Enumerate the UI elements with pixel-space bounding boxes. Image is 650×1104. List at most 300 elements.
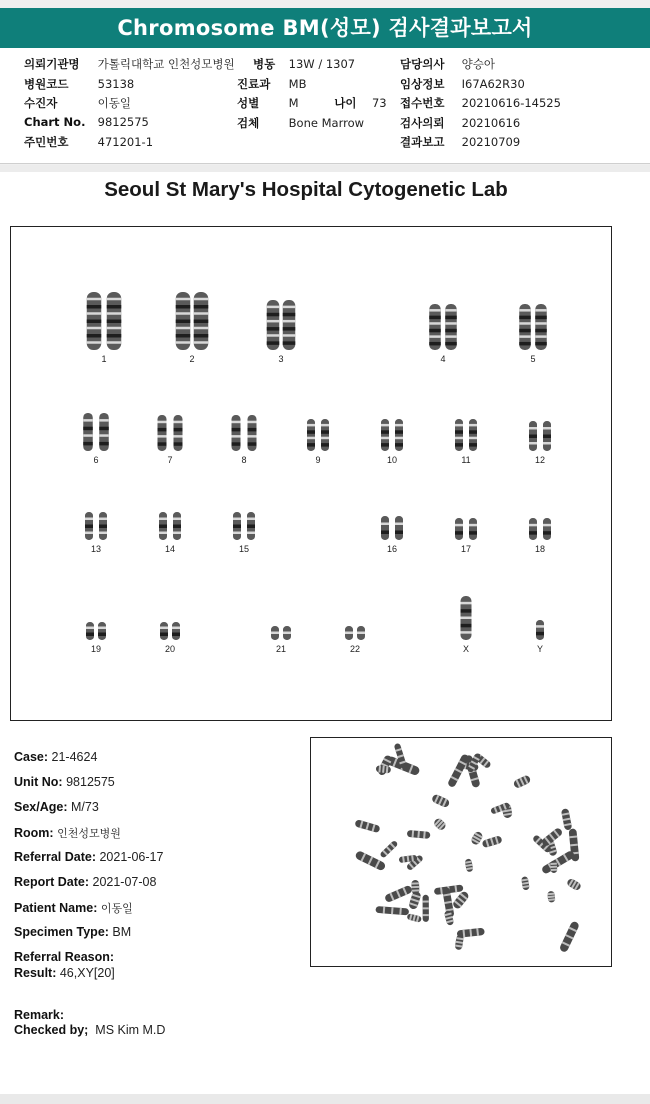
result-row [14, 966, 115, 980]
chromosome-band [307, 437, 315, 440]
chromosome-band [543, 435, 551, 439]
chromosome-band [83, 434, 93, 437]
chromosome [455, 518, 463, 540]
chromosome-band [267, 341, 280, 345]
chromosome-band [85, 525, 93, 529]
chromosome-band [381, 430, 389, 434]
chromosome-band [176, 334, 191, 338]
metaphase-chromosome [407, 913, 422, 923]
chromosome-band [86, 627, 94, 630]
sex-value: M [288, 96, 299, 110]
chromosome-band [233, 532, 241, 535]
chromosome-pair-19 [86, 622, 106, 654]
chromosome-band [445, 335, 457, 338]
chromosome-band [173, 525, 181, 529]
chromosome-band [232, 421, 241, 424]
chromosome-band [174, 435, 183, 438]
checked-by-value: MS Kim M.D [95, 1023, 166, 1037]
metaphase-chromosome [561, 808, 572, 830]
chromosome-band [158, 435, 167, 438]
cytogenetic-report [0, 172, 650, 1094]
specimen-type-label: Specimen Type: [14, 925, 109, 939]
result-label: Result: [14, 966, 57, 980]
chromosome-pair-9 [307, 419, 329, 465]
specimen-type-value: BM [112, 925, 132, 939]
chromosome-band [283, 327, 296, 331]
chromosome-band [529, 524, 537, 527]
chromosome-band [158, 442, 167, 446]
chromosome-band [429, 329, 441, 333]
chromosome-band [194, 327, 209, 330]
karyogram [11, 227, 611, 719]
chromosome-band [176, 298, 191, 301]
chromosome-pair-4 [429, 304, 457, 364]
chromosome-band [283, 306, 296, 309]
chromosome-pair-21 [271, 626, 291, 654]
chromosome-label: 20 [164, 644, 176, 654]
chromosome-band [357, 632, 365, 635]
chromosome-band [194, 305, 209, 309]
chromosome-band [87, 298, 102, 301]
resident-no-label: 주민번호 [24, 135, 69, 149]
chromosome-label: 22 [349, 644, 361, 654]
chromosome-band [99, 427, 109, 431]
chromosome-band [233, 525, 241, 529]
chromosome-band [172, 627, 180, 630]
chromosome-band [321, 430, 329, 434]
sex-age-row [14, 800, 99, 814]
chromosome [172, 622, 180, 640]
chromosome-band [87, 334, 102, 338]
sex-label: 성별 [237, 96, 260, 110]
chromosome-label: 12 [534, 455, 546, 465]
chromosome [469, 518, 477, 540]
chromosome-band [267, 327, 280, 331]
chromosome-band [529, 427, 537, 430]
chromosome-band [455, 524, 463, 527]
chromosome-band [461, 602, 472, 605]
patient-label: 수진자 [24, 96, 58, 110]
resident-no-value: 471201-1 [97, 135, 154, 149]
ward-label: 병동 [253, 57, 276, 71]
chromosome-label: 9 [315, 455, 321, 465]
metaphase-chromosome [465, 858, 474, 872]
chromosome-pair-3 [267, 300, 296, 364]
chromosome [543, 518, 551, 540]
room-label: Room: [14, 826, 54, 840]
chromosome-band [529, 442, 537, 445]
patient-name-label: Patient Name: [14, 901, 98, 915]
chromosome-band [99, 518, 107, 521]
chromosome-band [461, 631, 472, 634]
chromosome-band [283, 632, 291, 635]
chromosome-band [194, 298, 209, 301]
chromosome-band [248, 428, 257, 432]
chromosome-pair-8 [232, 415, 257, 465]
chromosome-band [469, 524, 477, 527]
chromosome-band [429, 335, 441, 338]
report-date-row [400, 134, 520, 150]
chromosome-band [247, 525, 255, 529]
chromosome-band [395, 443, 403, 447]
report-date-detail-label: Report Date: [14, 875, 90, 889]
chromosome-band [535, 309, 547, 312]
chromosome-band [85, 518, 93, 521]
chromosome-band [174, 442, 183, 446]
sex-age-label: Sex/Age: [14, 800, 68, 814]
chromosome-band [455, 443, 463, 447]
chart-no-value: 9812575 [97, 115, 149, 129]
chromosome-band [173, 532, 181, 535]
chromosome-band [271, 632, 279, 635]
chromosome-label: 18 [534, 544, 546, 554]
chromosome-label: 3 [278, 354, 284, 364]
requesting-org-label: 의뢰기관명 [24, 57, 80, 71]
hospital-code-value: 53138 [97, 77, 135, 91]
doctor-label: 담당의사 [400, 57, 445, 71]
chromosome-band [395, 430, 403, 434]
hospital-code-row [24, 76, 134, 92]
unit-no-value: 9812575 [66, 775, 115, 789]
specimen-type-row [14, 925, 131, 939]
receipt-no-row [400, 95, 561, 111]
chromosome-label: X [462, 644, 470, 654]
chromosome-label: Y [536, 644, 544, 654]
chromosome-band [381, 523, 389, 526]
metaphase-chromosome [521, 876, 530, 890]
specimen-row [237, 115, 364, 131]
chromosome-band [321, 443, 329, 447]
chromosome-band [469, 531, 477, 535]
chromosome-band [267, 313, 280, 317]
chromosome-band [232, 435, 241, 438]
chromosome-band [321, 437, 329, 440]
metaphase-chromosome [457, 928, 485, 938]
chromosome-band [429, 342, 441, 346]
chromosome-band [461, 617, 472, 620]
chromosome-band [469, 430, 477, 434]
sex-row [237, 95, 387, 111]
chromosome-band [395, 531, 403, 535]
chromosome-pair-5 [519, 304, 547, 364]
chromosome-band [445, 316, 457, 320]
clinical-info-row [400, 76, 525, 92]
chromosome-band [381, 531, 389, 535]
requesting-org-value: 가톨릭대학교 인천성모병원 [97, 57, 235, 71]
chromosome-band [107, 334, 122, 338]
chromosome-label: 17 [460, 544, 472, 554]
chromosome-pair-14 [159, 512, 181, 554]
chromosome-band [248, 421, 257, 424]
request-date-label: 검사의뢰 [400, 116, 445, 130]
report-date-label: 결과보고 [400, 135, 445, 149]
chromosome-pair-12 [529, 421, 551, 465]
chromosome-band [543, 442, 551, 445]
patient-name-value: 이동일 [100, 902, 133, 915]
request-date-row [400, 115, 520, 131]
chromosome-label: 1 [101, 354, 107, 364]
chromosome-pair-6 [83, 413, 109, 465]
chromosome-band [233, 518, 241, 521]
chromosome-band [519, 329, 531, 333]
report-date-value: 20210709 [461, 135, 521, 149]
room-value: 인천성모병원 [57, 827, 121, 840]
chromosome-label: 8 [241, 455, 247, 465]
chromosome-band [247, 532, 255, 535]
chromosome-band [519, 309, 531, 312]
chromosome-band [395, 437, 403, 440]
chromosome-band [159, 532, 167, 535]
result-value: 46,XY[20] [59, 966, 115, 980]
chromosome-band [107, 298, 122, 301]
case-row [14, 750, 97, 764]
checked-by-row [14, 1023, 165, 1037]
chromosome-band [87, 312, 102, 315]
chromosome-pair-11 [455, 419, 477, 465]
chromosome-label: 5 [530, 354, 536, 364]
chromosome [98, 622, 106, 640]
department-row [237, 76, 306, 92]
chromosome-band [248, 442, 257, 446]
chromosome-band [307, 430, 315, 434]
chromosome-band [99, 419, 109, 422]
chromosome-band [529, 435, 537, 439]
chromosome-band [519, 335, 531, 338]
chromosome-label: 10 [386, 455, 398, 465]
receipt-no-label: 접수번호 [400, 96, 445, 110]
doctor-value: 양승아 [461, 57, 495, 71]
chromosome-band [429, 309, 441, 312]
resident-no-row [24, 134, 153, 150]
chromosome-label: 13 [90, 544, 102, 554]
chromosome [381, 516, 389, 540]
chromosome-band [535, 322, 547, 325]
chromosome-band [86, 633, 94, 637]
chromosome-pair-13 [85, 512, 107, 554]
chromosome-pair-15 [233, 512, 255, 554]
department-label: 진료과 [237, 77, 271, 91]
chromosome-band [176, 305, 191, 309]
chromosome-pair-18 [529, 518, 551, 554]
chromosome-band [381, 424, 389, 427]
chromosome-band [174, 428, 183, 432]
chromosome-band [469, 424, 477, 427]
chromosome-band [429, 322, 441, 325]
chromosome-band [99, 532, 107, 535]
chromosome-band [173, 518, 181, 521]
chromosome-band [194, 312, 209, 315]
chromosome-label: 21 [275, 644, 287, 654]
chromosome-band [469, 437, 477, 440]
chromosome-band [321, 424, 329, 427]
chromosome-band [99, 434, 109, 437]
chromosome-band [267, 306, 280, 309]
chromosome-band [267, 320, 280, 323]
ward-value: 13W / 1307 [288, 57, 356, 71]
chromosome-band [232, 442, 241, 446]
chromosome-band [83, 427, 93, 431]
chromosome-band [445, 309, 457, 312]
chromosome-band [248, 435, 257, 438]
chromosome-pair-10 [381, 419, 403, 465]
chromosome-band [176, 327, 191, 330]
chromosome-label: 11 [461, 455, 471, 465]
section-divider [0, 165, 650, 172]
case-value: 21-4624 [51, 750, 98, 764]
metaphase-chromosome [354, 819, 380, 833]
chromosome-band [99, 442, 109, 446]
metaphase-chromosome [379, 840, 398, 859]
chromosome-pair-X [461, 596, 472, 654]
chromosome-pair-16 [381, 516, 403, 554]
chromosome-band [83, 442, 93, 446]
chromosome-label: 4 [440, 354, 446, 364]
age-label: 나이 [334, 96, 357, 110]
chromosome-band [267, 334, 280, 337]
report-title: Chromosome BM(성모) 검사결과보고서 [117, 16, 533, 40]
chromosome-band [519, 342, 531, 346]
metaphase-chromosome [375, 906, 409, 915]
chromosome-band [445, 322, 457, 325]
chromosome-band [543, 531, 551, 535]
chromosome-label: 15 [238, 544, 250, 554]
chromosome-band [159, 525, 167, 529]
chromosome-pair-1 [87, 292, 122, 364]
report-date-detail-row [14, 875, 156, 889]
chromosome-band [158, 428, 167, 432]
doctor-row [400, 56, 495, 72]
chromosome-band [381, 443, 389, 447]
ward-row [253, 56, 355, 72]
clinical-info-value: I67A62R30 [461, 77, 525, 91]
chromosome-band [87, 341, 102, 344]
referral-date-row [14, 850, 163, 864]
chromosome-pair-20 [160, 622, 180, 654]
chromosome-band [455, 424, 463, 427]
page-bottom [0, 1094, 650, 1104]
department-value: MB [288, 77, 307, 91]
chromosome-band [307, 443, 315, 447]
metaphase-image [310, 737, 612, 967]
chromosome-band [469, 443, 477, 447]
chromosome-band [194, 341, 209, 344]
chromosome [395, 516, 403, 540]
chromosome-band [395, 424, 403, 427]
chromosome-band [307, 424, 315, 427]
report-header [0, 8, 650, 48]
chromosome-band [87, 320, 102, 324]
chromosome-band [98, 633, 106, 637]
chromosome-label: 19 [90, 644, 102, 654]
chromosome-band [107, 320, 122, 324]
metaphase-chromosome [547, 891, 555, 903]
chromosome-pair-22 [345, 626, 365, 654]
chromosome-band [158, 421, 167, 424]
chromosome-band [283, 320, 296, 323]
metaphase-chromosome [513, 774, 532, 789]
chromosome-band [536, 625, 544, 628]
chromosome-band [535, 342, 547, 346]
chromosome-label: 7 [167, 455, 173, 465]
chromosome [160, 622, 168, 640]
chromosome-band [87, 327, 102, 330]
chromosome-pair-17 [455, 518, 477, 554]
chromosome-band [107, 305, 122, 309]
chromosome-pair-Y [536, 620, 544, 654]
metaphase-chromosome [384, 885, 413, 904]
chromosome-band [395, 523, 403, 526]
chromosome-label: 6 [93, 455, 99, 465]
chromosome-band [529, 531, 537, 535]
chromosome-band [543, 524, 551, 527]
requesting-org-row [24, 56, 235, 72]
unit-no-label: Unit No: [14, 775, 63, 789]
report-date-detail-value: 2021-07-08 [92, 875, 157, 889]
unit-no-row [14, 775, 115, 789]
metaphase-spread [311, 738, 610, 965]
metaphase-chromosome [432, 817, 447, 832]
specimen-label: 검체 [237, 116, 260, 130]
chromosome-band [87, 305, 102, 309]
patient-info-panel [0, 48, 650, 164]
chromosome-label: 16 [386, 544, 398, 554]
chromosome-band [381, 437, 389, 440]
chromosome-band [160, 633, 168, 637]
referral-reason-label: Referral Reason: [14, 950, 115, 964]
patient-row [24, 95, 131, 111]
chromosome-band [85, 532, 93, 535]
chromosome-band [536, 632, 544, 636]
chromosome-band [194, 334, 209, 338]
specimen-value: Bone Marrow [288, 116, 365, 130]
karyotype-image [10, 226, 612, 721]
chromosome-band [159, 518, 167, 521]
chromosome-band [247, 518, 255, 521]
chromosome-band [455, 430, 463, 434]
chromosome-band [461, 624, 472, 628]
patient-name-row [14, 900, 133, 916]
chromosome-band [83, 419, 93, 422]
chromosome-band [98, 627, 106, 630]
chromosome-band [345, 632, 353, 635]
chromosome-band [445, 329, 457, 333]
age-value: 73 [371, 96, 387, 110]
chromosome [536, 620, 544, 640]
metaphase-chromosome [470, 830, 484, 846]
chromosome-band [232, 428, 241, 432]
chromosome-band [461, 609, 472, 613]
metaphase-chromosome [408, 890, 422, 910]
lab-title: Seoul St Mary's Hospital Cytogenetic Lab [104, 178, 508, 201]
chromosome-band [283, 341, 296, 345]
chromosome-band [519, 316, 531, 320]
chromosome-band [535, 316, 547, 320]
chromosome-band [535, 329, 547, 333]
remark-row [14, 1008, 64, 1022]
chromosome-band [429, 316, 441, 320]
clinical-info-label: 임상정보 [400, 77, 445, 91]
chromosome-band [283, 313, 296, 317]
chromosome-band [455, 437, 463, 440]
chromosome-band [455, 531, 463, 535]
metaphase-chromosome [447, 753, 470, 788]
chromosome [86, 622, 94, 640]
chromosome-band [107, 312, 122, 315]
checked-by-label: Checked by; [14, 1023, 89, 1037]
referral-reason-row [14, 950, 114, 964]
chromosome [529, 518, 537, 540]
chromosome-band [107, 327, 122, 330]
